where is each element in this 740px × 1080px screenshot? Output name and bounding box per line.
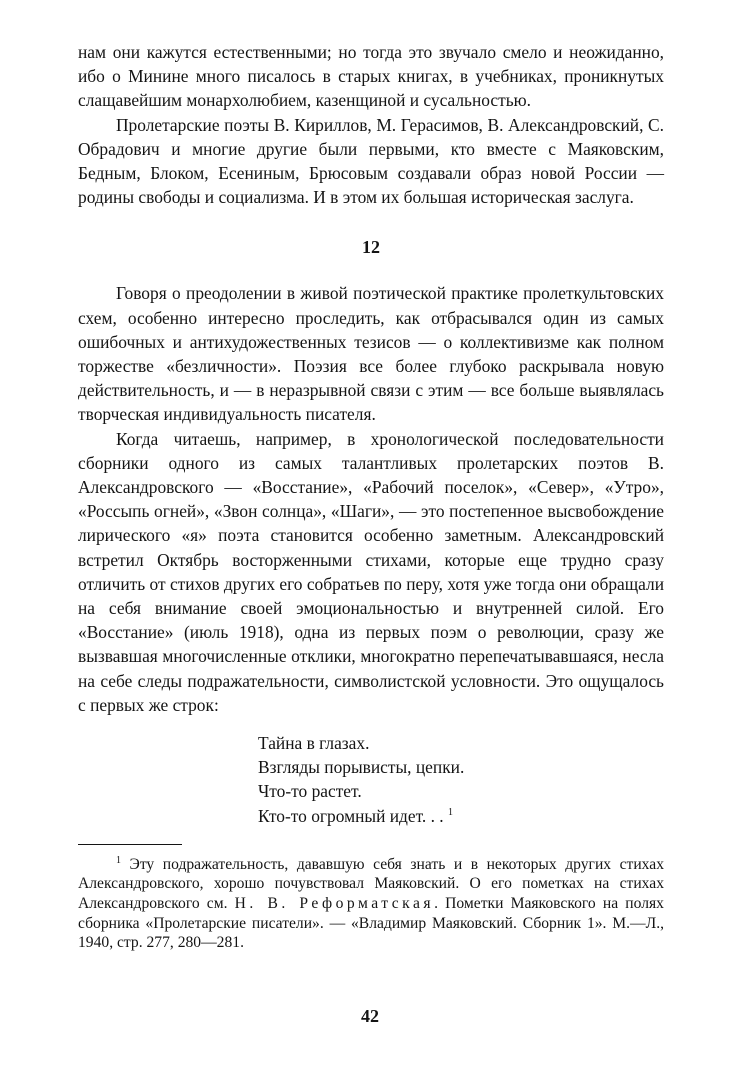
footnote-text-after: . Пометки Маяковского на полях сборника «Пролетарские писатели». — «Владимир Маяковский. Сборник 1». М.—Л., 1940, стр. 277, 280—281. <box>78 895 664 952</box>
footnote-reference: 1 <box>448 806 454 818</box>
footnote-author: Н. В. Реформатская <box>234 895 435 913</box>
paragraph-continuation: нам они кажутся естественными; но тогда это звучало смело и неожиданно, ибо о Минине много писалось в старых книгах, в учебниках, проникнутых слащавейшим монархолюбием, казенщиной и сусальностью. <box>78 42 664 111</box>
footnote <box>78 855 664 953</box>
footnote-marker: 1 <box>116 854 121 866</box>
footnote-divider <box>78 844 182 845</box>
poem-line: Тайна в глазах. <box>258 733 370 754</box>
paragraph-aleksandrovsky: Когда читаешь, например, в хронологической последовательности сборники одного из самых талантливых пролетарских поэтов В. Александровского — «Восстание», «Рабочий поселок», «Север», «Утро», «Россыпь огней», «Звон солнца», «Шаги», — это постепенное высвобождение лирического «я» поэта становится особенно заметным. Александровский встретил Октябрь восторженными стихами, которые еще трудно сразу отличить от стихов других его собратьев по перу, хотя уже тогда они обращали на себя внимание своей эмоциональностью и внутренней силой. Его «Восстание» (июль 1918), одна из первых поэм о революции, сразу же вызвавшая многочисленные отклики, многократно перепечатывавшаяся, несла на себе следы подражательности, символистской условности. Это ощущалось с первых же строк: <box>78 428 664 715</box>
poem-line: Взгляды порывисты, цепки. <box>258 757 465 778</box>
footnote-text-before: Эту подражательность, дававшую себя знать и в некоторых других стихах Александровского, хорошо почувствовал Маяковский. О его пометках на стихах Александровского см. <box>78 855 664 913</box>
poem-quote <box>258 731 664 828</box>
poem-line-text: Кто-то огромный идет. . . <box>258 805 444 826</box>
poem-line: Что-то растет. <box>258 781 362 802</box>
paragraph-proletcult-schemes: Говоря о преодолении в живой поэтической практике пролеткультовских схем, особенно интересно проследить, как отбрасывался один из самых ошибочных и антихудожественных тезисов — о коллективизме как полном торжестве «безличности». Поэзия все более глубоко раскрывала новую действительность, и — в неразрывной связи с этим — все больше выявлялась творческая индивидуальность писателя. <box>78 283 664 425</box>
paragraph-proletarian-poets: Пролетарские поэты В. Кириллов, М. Герасимов, В. Александровский, С. Обрадович и многие другие были первыми, кто вместе с Маяковским, Бедным, Блоком, Есениным, Брюсовым создавали образ новой России — родины свободы и социализма. И в этом их большая историческая заслуга. <box>78 114 664 208</box>
poem-line <box>258 804 664 828</box>
section-number: 12 <box>362 237 380 258</box>
book-page <box>78 40 664 953</box>
page-number: 42 <box>361 1006 379 1026</box>
